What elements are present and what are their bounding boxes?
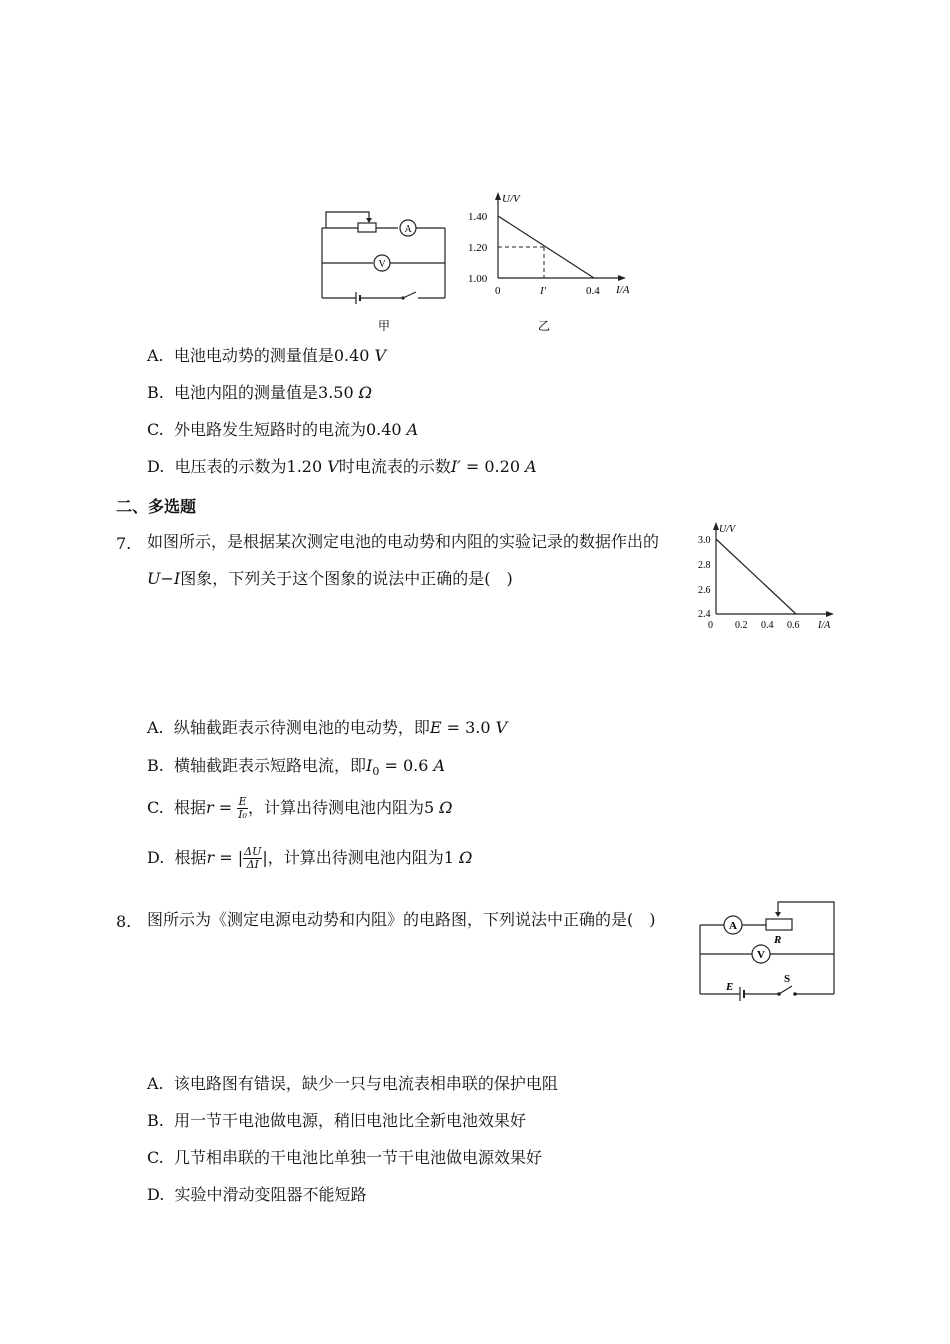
x-tick: 0	[495, 285, 501, 297]
y-tick: 1.20	[468, 242, 488, 254]
y-tick: 1.40	[468, 211, 488, 223]
q8-option-d[interactable]: D. 实验中滑动变阻器不能短路	[147, 1185, 367, 1204]
q7-number: 7.	[116, 534, 132, 553]
battery-label: E	[726, 981, 734, 993]
q7-option-c[interactable]: C. 根据r = $\frac{E}{\text{I₀}}$ ，计算出待测电池内阻为5 Ω	[147, 795, 453, 821]
q8-option-a[interactable]: A. 该电路图有错误，缺少一只与电流表相串联的保护电阻	[147, 1074, 558, 1093]
x-tick: 0.4	[761, 620, 774, 631]
x-tick: 0.2	[735, 620, 748, 631]
q7-ui-graph	[692, 518, 842, 636]
x-tick: 0.6	[787, 620, 800, 631]
resistor-label: R	[774, 934, 782, 946]
q6-circuit-diagram	[310, 200, 460, 340]
q8-option-b[interactable]: B. 用一节干电池做电源，稍旧电池比全新电池效果好	[147, 1111, 527, 1130]
q7-stem-line2: U−I图象，下列关于这个图象的说法中正确的是( )	[147, 569, 513, 588]
y-tick: 3.0	[698, 535, 711, 546]
q8-stem: 图所示为《测定电源电动势和内阻》的电路图，下列说法中正确的是( )	[147, 910, 656, 929]
x-axis-label: I/A	[616, 284, 630, 296]
caption-yi: 乙	[538, 319, 551, 333]
q6-option-d[interactable]: D. 电压表的示数为1.20 V时电流表的示数I′ = 0.20 A	[147, 457, 537, 476]
q7-option-a[interactable]: A. 纵轴截距表示待测电池的电动势，即E = 3.0 V	[147, 718, 508, 737]
y-tick: 2.8	[698, 560, 711, 571]
caption-jia: 甲	[378, 319, 391, 333]
ui-line	[716, 539, 796, 614]
x-axis-label: I/A	[818, 620, 831, 631]
ammeter-label: A	[404, 224, 412, 235]
y-axis-label: U/V	[502, 193, 520, 205]
x-tick: 0	[708, 620, 713, 631]
q7-option-b[interactable]: B. 横轴截距表示短路电流，即$I_0 = 0.6$ A	[147, 756, 446, 779]
y-tick: 2.4	[698, 609, 711, 620]
x-tick: 0.4	[586, 285, 600, 297]
q6-option-a[interactable]: A. 电池电动势的测量值是0.40 V	[147, 346, 387, 365]
voltmeter-label: V	[757, 949, 765, 961]
q8-circuit-diagram	[692, 896, 842, 1002]
voltmeter-label: V	[378, 259, 386, 270]
y-tick: 1.00	[468, 273, 488, 285]
section-title: 二、多选题	[116, 497, 197, 516]
q8-option-c[interactable]: C. 几节相串联的干电池比单独一节干电池做电源效果好	[147, 1148, 542, 1167]
q8-number: 8.	[116, 912, 132, 931]
switch-label: S	[784, 973, 791, 985]
x-tick: I′	[540, 285, 547, 297]
q7-stem-line1: 如图所示，是根据某次测定电池的电动势和内阻的实验记录的数据作出的	[147, 532, 660, 551]
q6-option-c[interactable]: C. 外电路发生短路时的电流为0.40 A	[147, 420, 419, 439]
q6-option-b[interactable]: B. 电池内阻的测量值是3.50 Ω	[147, 383, 373, 402]
y-tick: 2.6	[698, 585, 711, 596]
q7-option-d[interactable]: D. 根据r = | $\frac{\Delta U}{\Delta I}$ |，计算出待测电池内阻为1 Ω	[147, 845, 473, 871]
ammeter-label: A	[729, 920, 737, 932]
q6-ui-graph	[462, 188, 642, 338]
y-axis-label: U/V	[719, 524, 736, 535]
